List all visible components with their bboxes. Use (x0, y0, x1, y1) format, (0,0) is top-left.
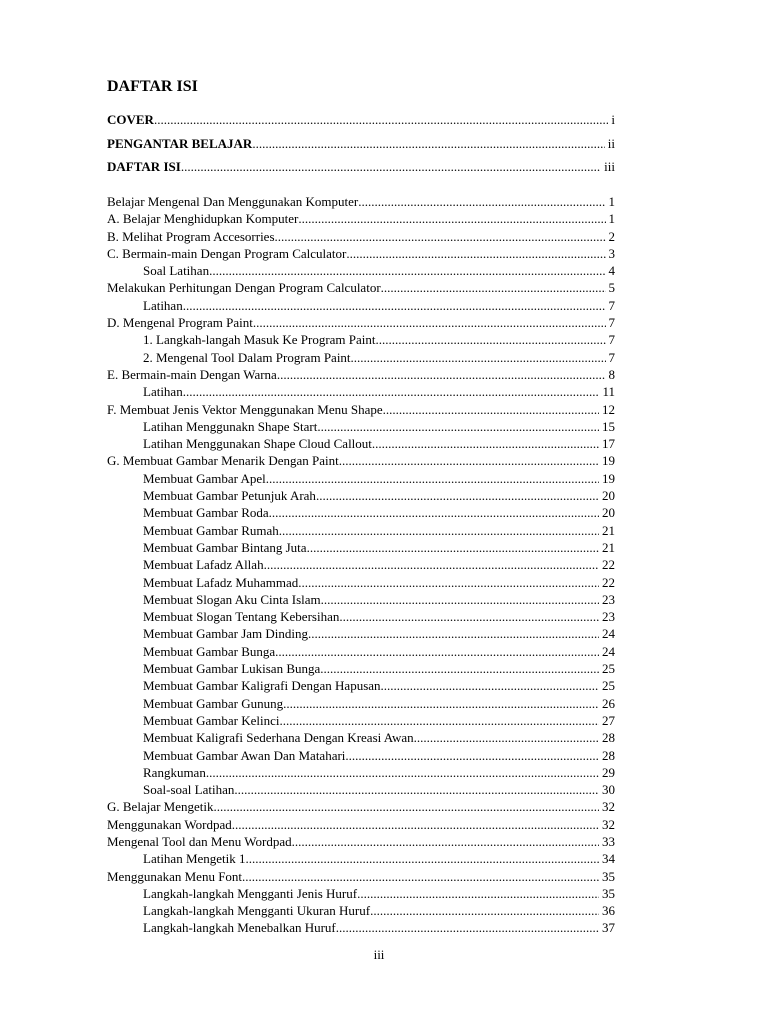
toc-entry[interactable] (107, 522, 615, 539)
dot-leader (346, 245, 605, 262)
dot-leader (357, 885, 599, 902)
toc-entry-label: Belajar Mengenal Dan Menggunakan Komputer (107, 194, 359, 209)
toc-entry[interactable] (107, 504, 615, 521)
toc-entry[interactable] (107, 228, 615, 245)
dot-leader (214, 798, 600, 815)
dot-leader (253, 314, 606, 331)
toc-entry[interactable] (107, 314, 615, 331)
toc-entry-label: A. Belajar Menghidupkan Komputer (107, 211, 299, 227)
toc-entry-page: 7 (608, 349, 615, 365)
toc-entry-page: 19 (602, 470, 615, 486)
toc-entry-page: 4 (608, 263, 615, 279)
toc-entry-label: DAFTAR ISI (107, 159, 181, 174)
toc-entry-label: Membuat Gambar Kelinci (143, 712, 280, 728)
toc-entry-page: 32 (602, 816, 615, 832)
toc-entry-label: Latihan (143, 297, 183, 313)
toc-entry-page: 12 (602, 401, 615, 417)
dot-leader (232, 816, 599, 833)
toc-entry[interactable] (107, 660, 615, 677)
toc-entry[interactable] (107, 470, 615, 487)
toc-entry[interactable] (107, 383, 615, 400)
toc-entry[interactable] (107, 677, 615, 694)
toc-entry-page: 24 (602, 626, 615, 642)
toc-entry-label: Latihan (143, 384, 183, 400)
toc-entry-page: 22 (602, 574, 615, 590)
dot-leader (321, 591, 599, 608)
toc-entry-page: 7 (608, 332, 615, 348)
dot-leader (320, 660, 599, 677)
toc-entry[interactable] (107, 155, 615, 179)
toc-entry[interactable] (107, 868, 615, 885)
toc-entry[interactable] (107, 764, 615, 781)
toc-entry-label: Latihan Menggunakan Shape Cloud Callout (143, 436, 372, 452)
toc-entry-page: 11 (602, 384, 615, 400)
dot-leader (358, 193, 605, 210)
toc-entry-label: Latihan Menggunakn Shape Start (143, 418, 318, 434)
dot-leader (336, 919, 599, 936)
toc-entry[interactable] (107, 625, 615, 642)
toc-entry-label: Langkah-langkah Mengganti Jenis Huruf (143, 885, 358, 901)
toc-entry[interactable] (107, 574, 615, 591)
toc-entry-label: Langkah-langkah Menebalkan Huruf (143, 920, 336, 936)
dot-leader (283, 695, 599, 712)
toc-entry-page: 7 (608, 315, 615, 331)
toc-entry-label: Langkah-langkah Mengganti Ukuran Huruf (143, 903, 371, 919)
toc-entry[interactable] (107, 487, 615, 504)
toc-entry-page: 28 (602, 730, 615, 746)
dot-leader (317, 418, 599, 435)
toc-entry[interactable] (107, 539, 615, 556)
toc-entry-label: Soal Latihan (143, 263, 210, 279)
toc-entry[interactable] (107, 262, 615, 279)
toc-entry[interactable] (107, 885, 615, 902)
dot-leader (275, 643, 599, 660)
dot-leader (298, 210, 605, 227)
dot-leader (181, 155, 601, 179)
toc-entry-page: 5 (608, 280, 615, 296)
toc-entry-label: Membuat Gambar Apel (143, 470, 266, 486)
toc-entry-page: 19 (602, 453, 615, 469)
toc-entry[interactable] (107, 297, 615, 314)
toc-entry-label: E. Bermain-main Dengan Warna (107, 366, 277, 382)
toc-entry-label: Rangkuman (143, 764, 206, 780)
dot-leader (316, 487, 599, 504)
dot-leader (242, 868, 599, 885)
toc-entry-page: 2 (608, 228, 615, 244)
dot-leader (154, 108, 608, 132)
page-number: iii (373, 947, 385, 962)
dot-leader (370, 902, 599, 919)
toc-entry-page: i (611, 112, 615, 127)
toc-entry-label: Mengenal Tool dan Menu Wordpad (107, 833, 292, 849)
toc-entry[interactable] (107, 331, 615, 348)
toc-entry-page: 1 (608, 194, 615, 209)
toc-entry-label: Menggunakan Wordpad (107, 816, 232, 832)
dot-leader (381, 279, 606, 296)
toc-entry-page: 20 (602, 505, 615, 521)
toc-entry-page: ii (607, 135, 615, 151)
dot-leader (279, 712, 599, 729)
toc-entry-label: Membuat Gambar Roda (143, 505, 269, 521)
toc-entry-label: G. Membuat Gambar Menarik Dengan Paint (107, 453, 339, 469)
toc-entry-label: Membuat Gambar Bintang Juta (143, 539, 307, 555)
toc-entry-label: C. Bermain-main Dengan Program Calculator (107, 245, 347, 261)
dot-leader (339, 452, 599, 469)
toc-entry-page: 35 (602, 885, 615, 901)
dot-leader (279, 522, 599, 539)
toc-entry-page: iii (604, 159, 615, 174)
toc-entry-label: Melakukan Perhitungan Dengan Program Calculator (107, 280, 381, 296)
toc-entry-label: Membuat Gambar Jam Dinding (143, 626, 308, 642)
toc-entry-page: 28 (602, 747, 615, 763)
dot-leader (206, 764, 599, 781)
dot-leader (269, 504, 599, 521)
dot-leader (339, 608, 599, 625)
dot-leader (264, 556, 599, 573)
dot-leader (234, 781, 599, 798)
toc-entry-page: 25 (602, 678, 615, 694)
toc-entry-label: Membuat Gambar Kaligrafi Dengan Hapusan (143, 678, 381, 694)
toc-entry[interactable] (107, 245, 615, 262)
toc-entry-label: Membuat Gambar Awan Dan Matahari (143, 747, 346, 763)
toc-entry-page: 23 (602, 591, 615, 607)
toc-entry[interactable] (107, 850, 615, 867)
toc-entry[interactable] (107, 279, 615, 296)
toc-entry[interactable] (107, 747, 615, 764)
toc-entry[interactable] (107, 729, 615, 746)
toc-entry-label: 2. Mengenal Tool Dalam Program Paint (143, 349, 351, 365)
dot-leader (351, 349, 606, 366)
dot-leader (372, 435, 599, 452)
toc-entry[interactable] (107, 193, 615, 210)
dot-leader (209, 262, 605, 279)
toc-entry[interactable] (107, 132, 615, 156)
dot-leader (381, 677, 599, 694)
toc-entry-label: Membuat Gambar Gunung (143, 695, 284, 711)
toc-entry[interactable] (107, 418, 615, 435)
toc-entry-label: G. Belajar Mengetik (107, 799, 214, 815)
dot-leader (414, 729, 599, 746)
toc-entry-label: Membuat Lafadz Muhammad (143, 574, 299, 590)
toc-entry-page: 1 (608, 211, 615, 227)
toc-entry-page: 15 (602, 418, 615, 434)
toc-entry-label: F. Membuat Jenis Vektor Menggunakan Menu Shape (107, 401, 383, 417)
toc-entry[interactable] (107, 816, 615, 833)
toc-entry-page: 35 (602, 868, 615, 884)
toc-entry-page: 8 (608, 366, 615, 382)
toc-entry-label: Membuat Kaligrafi Sederhana Dengan Kreasi Awan (143, 730, 414, 746)
dot-leader (298, 574, 599, 591)
toc-entry[interactable] (107, 210, 615, 227)
toc-entry-page: 26 (602, 695, 615, 711)
toc-entry[interactable] (107, 401, 615, 418)
toc-entry-page: 22 (602, 557, 615, 573)
dot-leader (376, 331, 606, 348)
toc-entry[interactable] (107, 349, 615, 366)
toc-entry[interactable] (107, 919, 615, 936)
toc-entry-page: 21 (602, 522, 615, 538)
toc-entry-page: 34 (602, 851, 615, 867)
toc-entry-page: 29 (602, 764, 615, 780)
dot-leader (292, 833, 599, 850)
toc-entry-label: Membuat Gambar Bunga (143, 643, 276, 659)
dot-leader (345, 747, 599, 764)
dot-leader (183, 383, 600, 400)
dot-leader (383, 401, 599, 418)
toc-entry-label: Menggunakan Menu Font (107, 868, 243, 884)
dot-leader (308, 625, 599, 642)
dot-leader (252, 132, 604, 156)
toc-entry[interactable] (107, 695, 615, 712)
toc-entry-page: 7 (608, 297, 615, 313)
toc-entry-label: Membuat Gambar Lukisan Bunga (143, 661, 321, 677)
toc-entry-page: 17 (602, 436, 615, 452)
toc-entry-page: 30 (602, 782, 615, 798)
toc-entry[interactable] (107, 781, 615, 798)
dot-leader (277, 366, 606, 383)
dot-leader (266, 470, 599, 487)
toc-chapters (107, 193, 615, 937)
toc-entry-label: Membuat Lafadz Allah (143, 557, 264, 573)
dot-leader (275, 228, 606, 245)
toc-entry-label: COVER (107, 112, 154, 127)
toc-entry-label: Soal-soal Latihan (143, 782, 235, 798)
dot-leader (246, 850, 599, 867)
toc-entry-page: 20 (602, 488, 615, 504)
toc-entry[interactable] (107, 798, 615, 815)
dot-leader (307, 539, 599, 556)
toc-entry[interactable] (107, 608, 615, 625)
toc-entry-label: D. Mengenal Program Paint (107, 315, 253, 331)
toc-entry-label: Membuat Slogan Aku Cinta Islam (143, 591, 321, 607)
toc-entry-label: 1. Langkah-langah Masuk Ke Program Paint (143, 332, 376, 348)
dot-leader (183, 297, 606, 314)
toc-entry[interactable] (107, 833, 615, 850)
toc-entry-page: 23 (602, 609, 615, 625)
toc-entry-label: Membuat Gambar Rumah (143, 522, 279, 538)
toc-entry-page: 21 (602, 539, 615, 555)
toc-entry[interactable] (107, 366, 615, 383)
toc-entry[interactable] (107, 452, 615, 469)
toc-entry-label: Latihan Mengetik 1 (143, 851, 246, 867)
toc-entry-page: 36 (602, 903, 615, 919)
toc-entry[interactable] (107, 556, 615, 573)
page-title: DAFTAR ISI (107, 78, 198, 95)
toc-entry-label: B. Melihat Program Accesorries (107, 228, 275, 244)
toc-entry-label: Membuat Slogan Tentang Kebersihan (143, 609, 340, 625)
toc-entry-label: Membuat Gambar Petunjuk Arah (143, 488, 316, 504)
toc-entry-page: 32 (602, 799, 615, 815)
toc-entry-page: 37 (602, 920, 615, 936)
toc-entry-page: 33 (602, 833, 615, 849)
toc-entry[interactable] (107, 108, 615, 132)
toc-entry-page: 25 (602, 661, 615, 677)
toc-entry[interactable] (107, 591, 615, 608)
toc-front-matter (107, 108, 615, 179)
toc-entry[interactable] (107, 643, 615, 660)
toc-entry[interactable] (107, 435, 615, 452)
toc-entry[interactable] (107, 712, 615, 729)
toc-entry[interactable] (107, 902, 615, 919)
toc-entry-page: 27 (602, 712, 615, 728)
toc-entry-page: 24 (602, 643, 615, 659)
toc-entry-page: 3 (608, 245, 615, 261)
toc-entry-label: PENGANTAR BELAJAR (107, 135, 253, 151)
